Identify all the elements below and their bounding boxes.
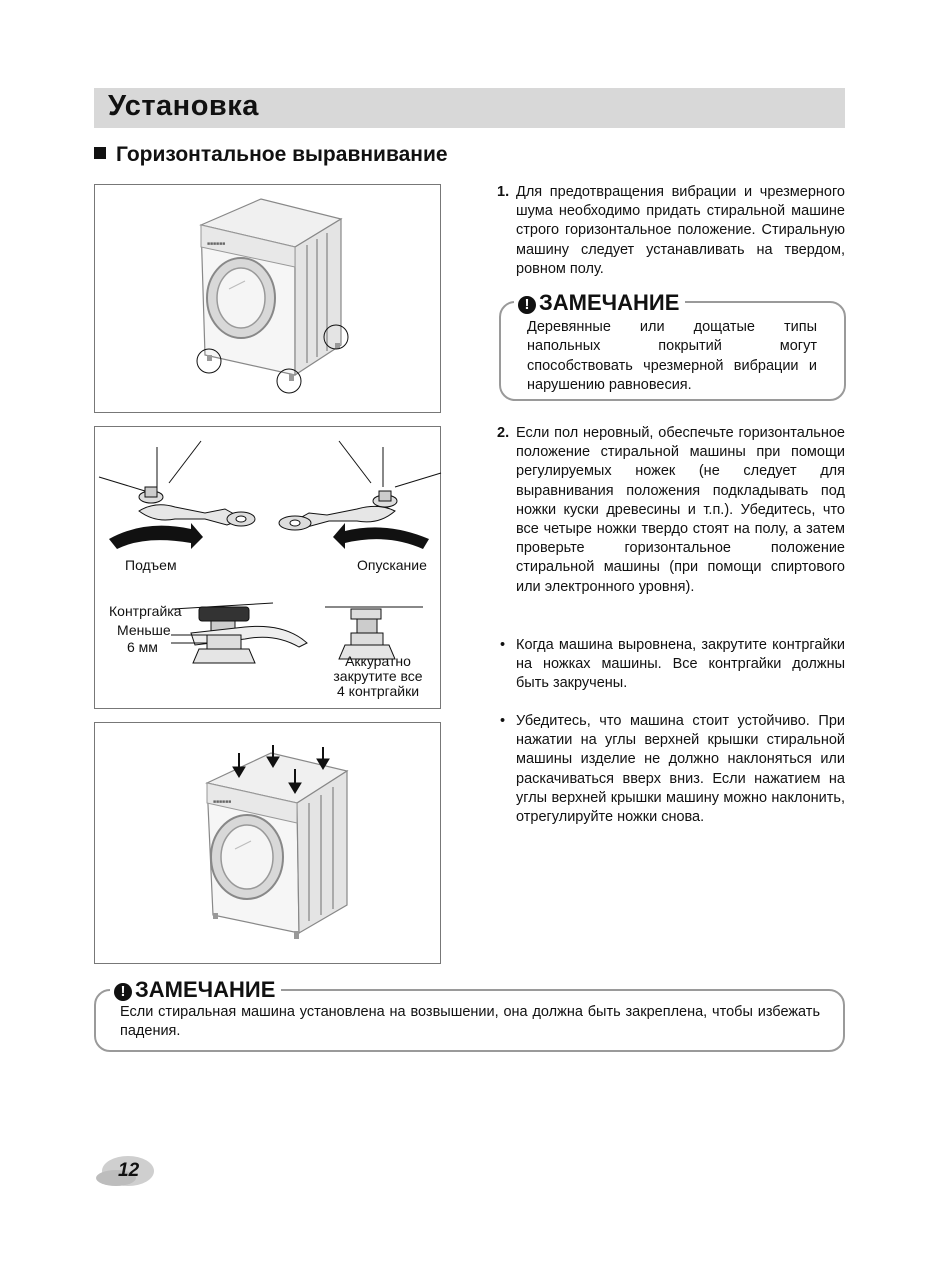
page-number: 12 xyxy=(118,1160,140,1181)
exclamation-icon: ! xyxy=(114,983,132,1001)
header-bar xyxy=(94,88,845,128)
note-title-flooring xyxy=(514,291,685,315)
bullet-text-stability: Убедитесь, что машина стоит устойчиво. При нажатии на углы верхней крышки стиральной машины изделие не должно наклоняться или раскачиваться вверх вниз. Если нажатием на углы верхней крышки машину можно наклонить, отрегулируйте ножки снова. xyxy=(516,713,845,826)
note-title-elevation xyxy=(110,978,281,1002)
tighten-line-1: Аккуратно xyxy=(345,653,411,669)
raise-label: Подъем xyxy=(125,557,177,573)
svg-text:■■■■■■: ■■■■■■ xyxy=(213,799,232,805)
tighten-line-2: закрутите все xyxy=(333,668,423,684)
note-title-text: ЗАМЕЧАНИЕ xyxy=(135,977,276,1002)
page-title: Установка xyxy=(108,90,259,122)
bullet-item-stability xyxy=(497,712,845,827)
less-than-label: Меньше xyxy=(117,622,171,638)
bullet-mark: • xyxy=(500,713,506,729)
press-corners-illustration xyxy=(95,723,442,965)
step-1-number: 1. xyxy=(497,184,510,200)
bullet-text-locknuts: Когда машина выровнена, закрутите контргайки на ножках машины. Все контргайки должны быть закручены. xyxy=(516,637,845,692)
figure-adjust-feet xyxy=(94,426,441,709)
six-mm-label: 6 мм xyxy=(127,639,158,655)
locknut-label: Контргайка xyxy=(109,603,182,619)
step-2-text: Если пол неровный, обеспечьте горизонтальное положение стиральной машины при помощи регулируемых ножек (не следует для выравнивания положения подкладывать под ножки куски древесины и т.п.). Убедитесь, что все четыре ножки твердо стоят на полу, а затем проверьте горизонтальное положение стиральной машины (при помощи спиртового или электронного уровня). xyxy=(516,425,845,595)
bullet-mark: • xyxy=(500,637,506,653)
square-bullet-icon xyxy=(94,147,106,159)
step-2-number: 2. xyxy=(497,425,510,441)
note-title-text: ЗАМЕЧАНИЕ xyxy=(539,290,680,315)
step-1-text: Для предотвращения вибрации и чрезмерного шума необходимо придать стиральной машине строго горизонтальное положение. Стиральную машину следует устанавливать на твердом, ровном полу. xyxy=(516,184,845,277)
page-number-badge xyxy=(94,1154,156,1188)
washer-feet-illustration xyxy=(95,185,442,414)
section-title: Горизонтальное выравнивание xyxy=(116,143,448,166)
figure-washer-feet xyxy=(94,184,441,413)
exclamation-icon: ! xyxy=(518,296,536,314)
tighten-all-label xyxy=(333,654,423,699)
lower-label: Опускание xyxy=(357,557,427,573)
step-1 xyxy=(497,183,845,279)
svg-text:■■■■■■: ■■■■■■ xyxy=(207,241,226,247)
note-text-elevation: Если стиральная машина установлена на возвышении, она должна быть закреплена, чтобы избежать падения. xyxy=(120,1004,820,1040)
figure-press-corners xyxy=(94,722,441,964)
section-heading xyxy=(94,143,448,167)
bullet-item-locknuts xyxy=(497,636,845,694)
note-text-flooring: Деревянные или дощатые типы напольных покрытий могут способствовать чрезмерной вибрации и нарушению равновесия. xyxy=(527,319,817,394)
step-2 xyxy=(497,424,845,597)
tighten-line-3: 4 контргайки xyxy=(336,683,420,699)
